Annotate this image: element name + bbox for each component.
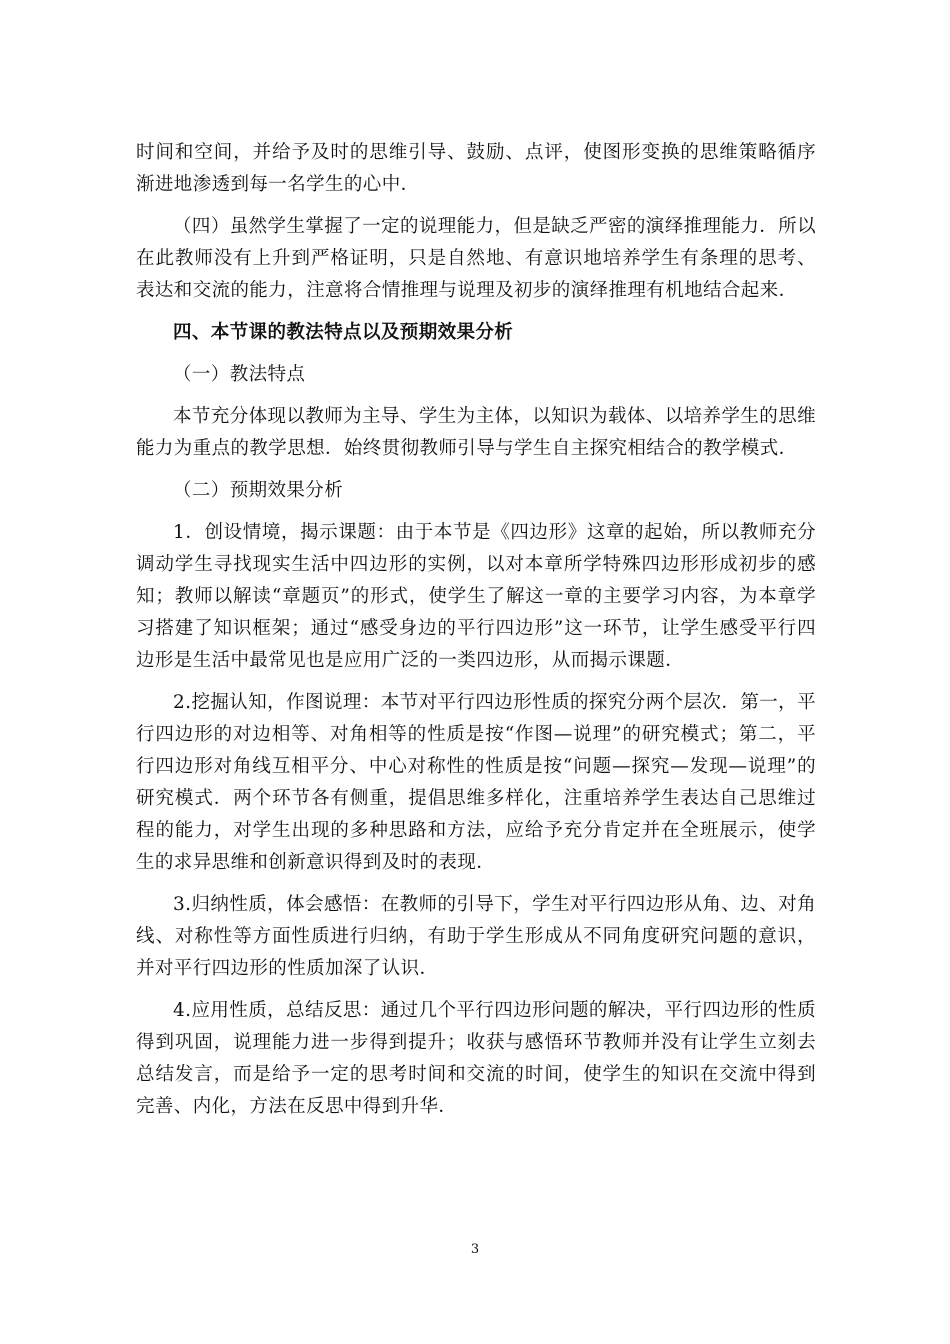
page-number: 3 — [470, 1242, 480, 1257]
subheading-teaching-features: （一）教法特点 — [173, 364, 306, 385]
section-heading: 四、本节课的教法特点以及预期效果分析 — [173, 322, 514, 343]
list-item-2: 2.挖掘认知，作图说理：本节对平行四边形性质的探究分两个层次．第一，平行四边形的对边相等、对角相等的性质是按“作图—说理”的研究模式；第二，平行四边形对角线互相平分、中心对称性的性质是按“问题—探究—发现—说理”的研究模式．两个环节各有侧重，提倡思维多样化，注重培养学生表达自己思维过程的能力，对学生出现的多种思路和方法，应给予充分肯定并在全班展示，使学生的求异思维和创新意识得到及时的表现． — [136, 692, 816, 873]
subheading-expected-effects: （二）预期效果分析 — [173, 480, 344, 501]
list-item-3: 3.归纳性质，体会感悟：在教师的引导下，学生对平行四边形从角、边、对角线、对称性等方面性质进行归纳，有助于学生形成从不同角度研究问题的意识，并对平行四边形的性质加深了认识． — [136, 894, 816, 979]
paragraph-continued: 时间和空间，并给予及时的思维引导、鼓励、点评，使图形变换的思维策略循序渐进地渗透到每一名学生的心中． — [136, 142, 816, 195]
paragraph-gap — [136, 349, 816, 359]
paragraph-gap — [136, 307, 816, 317]
paragraph-gap — [136, 465, 816, 475]
paragraph-gap — [136, 879, 816, 889]
paragraph-gap — [136, 507, 816, 517]
paragraph-gap — [136, 677, 816, 687]
paragraph-gap — [136, 201, 816, 211]
paragraph-four: （四）虽然学生掌握了一定的说理能力，但是缺乏严密的演绎推理能力．所以在此教师没有上升到严格证明，只是自然地、有意识地培养学生有条理的思考、表达和交流的能力，注意将合情推理与说理及初步的演绎推理有机地结合起来． — [136, 216, 816, 301]
paragraph-teaching-features: 本节充分体现以教师为主导、学生为主体，以知识为载体、以培养学生的思维能力为重点的教学思想．始终贯彻教师引导与学生自主探究相结合的教学模式． — [136, 406, 816, 459]
list-item-4: 4.应用性质，总结反思：通过几个平行四边形问题的解决，平行四边形的性质得到巩固，说理能力进一步得到提升；收获与感悟环节教师并没有让学生立刻去总结发言，而是给予一定的思考时间和交流的时间，使学生的知识在交流中得到完善、内化，方法在反思中得到升华． — [136, 1000, 816, 1117]
paragraph-gap — [136, 985, 816, 995]
paragraph-gap — [136, 391, 816, 401]
document-body — [136, 137, 816, 1123]
list-item-1: 1．创设情境，揭示课题：由于本节是《四边形》这章的起始，所以教师充分调动学生寻找现实生活中四边形的实例，以对本章所学特殊四边形形成初步的感知；教师以解读“章题页”的形式，使学生了解这一章的主要学习内容，为本章学习搭建了知识框架；通过“感受身边的平行四边形”这一环节，让学生感受平行四边形是生活中最常见也是应用广泛的一类四边形，从而揭示课题． — [136, 522, 816, 671]
